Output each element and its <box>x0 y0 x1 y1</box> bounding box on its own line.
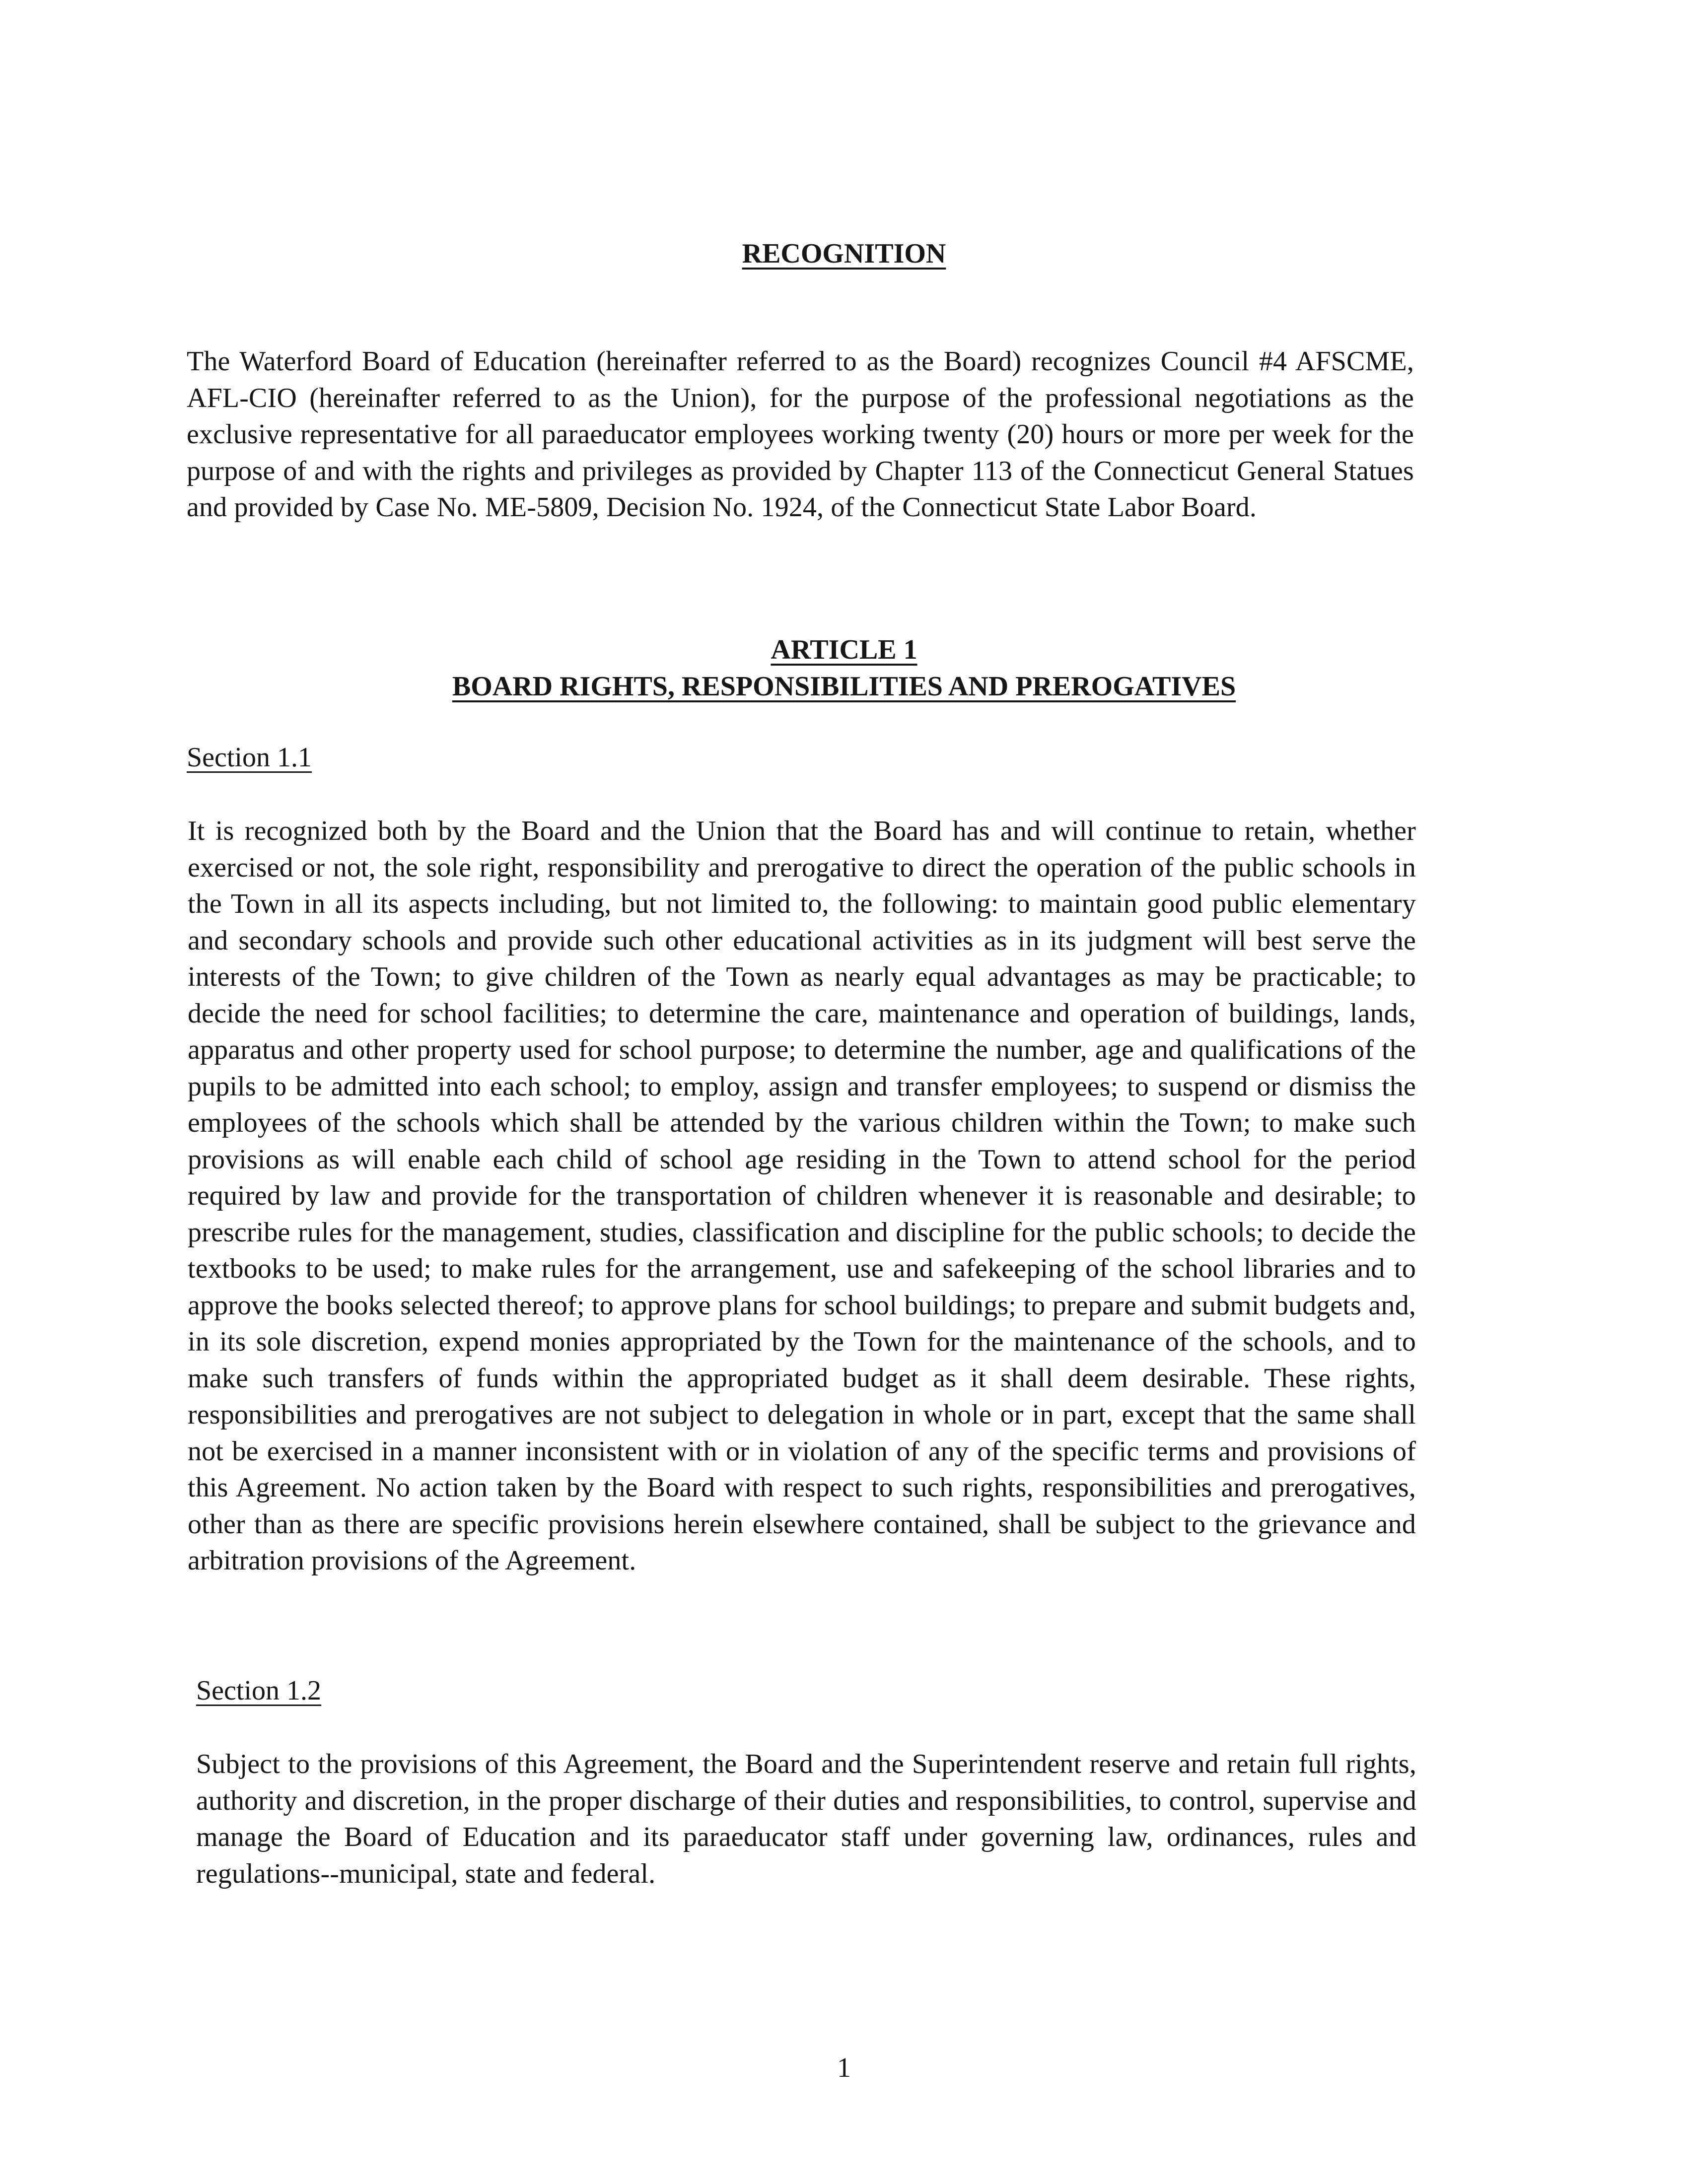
section-1-1-paragraph: It is recognized both by the Board and the Union that the Board has and will continue to retain, whether exercised or not, the sole right, responsibility and prerogative to direct the operation of the public schools in the Town in all its aspects including, but not limited to, the following: to maintain good public elementary and secondary schools and provide such other educational activities as in its judgment will best serve the interests of the Town; to give children of the Town as nearly equal advantages as may be practicable; to decide the need for school facilities; to determine the care, maintenance and operation of buildings, lands, apparatus and other property used for school purpose; to determine the number, age and qualifications of the pupils to be admitted into each school; to employ, assign and transfer employees; to suspend or dismiss the employees of the schools which shall be attended by the various children within the Town; to make such provisions as will enable each child of school age residing in the Town to attend school for the period required by law and provide for the transportation of children whenever it is reasonable and desirable; to prescribe rules for the management, studies, classification and discipline for the public schools; to decide the textbooks to be used; to make rules for the arrangement, use and safekeeping of the school libraries and to approve the books selected thereof; to approve plans for school buildings; to prepare and submit budgets and, in its sole discretion, expend monies appropriated by the Town for the maintenance of the schools, and to make such transfers of funds within the appropriated budget as it shall deem desirable. These rights, responsibilities and prerogatives are not subject to delegation in whole or in part, except that the same shall not be exercised in a manner inconsistent with or in violation of any of the specific terms and provisions of this Agreement. No action taken by the Board with respect to such rights, responsibilities and prerogatives, other than as there are specific provisions herein elsewhere contained, shall be subject to the grievance and arbitration provisions of the Agreement. <box>188 816 1416 1576</box>
article-number-heading: ARTICLE 1 <box>771 634 917 665</box>
section-1-2-label: Section 1.2 <box>196 1675 321 1706</box>
recognition-heading: RECOGNITION <box>742 238 946 269</box>
section-1-1-label: Section 1.1 <box>187 742 312 773</box>
article-title-heading: BOARD RIGHTS, RESPONSIBILITIES AND PREROGATIVES <box>452 671 1236 702</box>
recognition-paragraph: The Waterford Board of Education (hereinafter referred to as the Board) recognizes Council #4 AFSCME, AFL-CIO (hereinafter referred to as the Union), for the purpose of the professional negotiations as the exclusive representative for all paraeducator employees working twenty (20) hours or more per week for the purpose of and with the rights and privileges as provided by Chapter 113 of the Connecticut General Statues and provided by Case No. ME-5809, Decision No. 1924, of the Connecticut State Labor Board. <box>187 346 1414 523</box>
page-number: 1 <box>837 2052 851 2083</box>
section-1-2-paragraph: Subject to the provisions of this Agreement, the Board and the Superintendent reserve and retain full rights, authority and discretion, in the proper discharge of their duties and responsibilities, to control, supervise and manage the Board of Education and its paraeducator staff under governing law, ordinances, rules and regulations--municipal, state and federal. <box>196 1749 1416 1889</box>
